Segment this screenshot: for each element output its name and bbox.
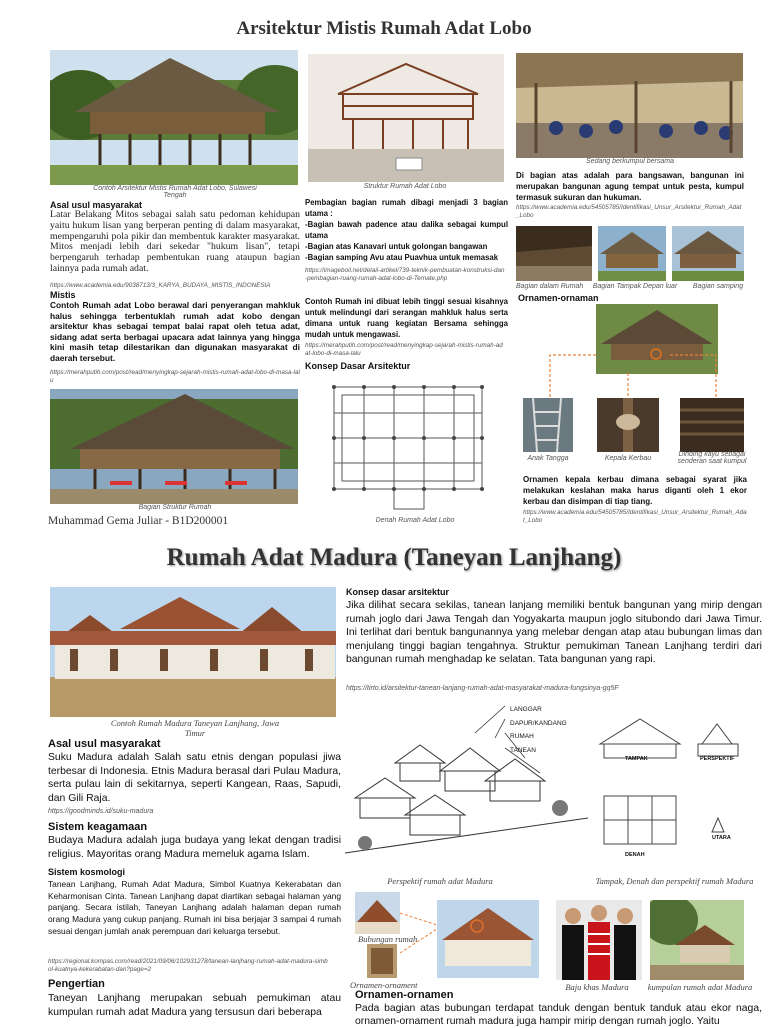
madura-ornamen-photo xyxy=(367,944,397,978)
madura-ornamen-text: Pada bagian atas bubungan terdapat tanduk dengan bentuk tanduk atau ekor naga, ornamen-ornament rumah madura juga hampir mirip dengan rumah joglo. Yaitu xyxy=(355,1003,762,1027)
madura-house-caption: Contoh Rumah Madura Taneyan Lanjhang, Jawa Timur xyxy=(110,718,280,738)
madura-konsep-text: Jika dilihat secara sekilas, tanean lanjang memiliki bentuk bangunan yang mirip dengan rumah joglo dari Jawa Tengah dan Yogyakarta maupun joglo situbondo dari Jawa Timur. Ini terlihat dari bentuk bangunannya yang melebar dengan atap atau bubungan limas dan menjulang tinggi bagian tengahnya. Struktur pemukiman Tanean Lanjhang terdiri dari bangunan rumah menghadap ke selatan. Tata bangunan yang rapi. xyxy=(346,600,762,665)
lobo-house-caption: Contoh Arsitektur Mistis Rumah Adat Lobo, Sulawesi Tengah xyxy=(93,185,257,199)
madura-konsep-heading: Konsep dasar arsitektur xyxy=(346,587,450,597)
madura-denah-label: DENAH xyxy=(625,852,645,858)
lobo-title: Arsitektur Mistis Rumah Adat Lobo xyxy=(236,18,532,39)
lobo-anak-tangga-photo xyxy=(523,398,573,452)
madura-kosmo-url[interactable]: https://regional.kompas.com/read/2021/09/06/102931278/tanean-lanjhang-rumah-adat-madura-simbol-kuatnya-kekerabatan-dan?page=2 xyxy=(48,958,328,973)
madura-perspektif-label: PERSPEKTIF xyxy=(700,756,735,762)
madura-tampak-label: TAMPAK xyxy=(625,756,648,762)
madura-title: Rumah Adat Madura (Taneyan Lanjhang) xyxy=(166,544,622,571)
madura-roof-photo xyxy=(437,900,539,978)
madura-tampak-denah-drawing xyxy=(592,714,757,862)
madura-ornamen-caption: Ornamen-ornament xyxy=(350,980,418,990)
lobo-asal-url[interactable]: https://www.academia.edu/9038713/3_KARYA_BUDAYA_MISTIS_INDONESIA xyxy=(50,282,271,289)
lobo-floorplan-caption: Denah Rumah Adat Lobo xyxy=(375,517,455,524)
lobo-structure-photo xyxy=(50,389,298,504)
lobo-struct-caption: Struktur Rumah Adat Lobo xyxy=(363,183,447,190)
madura-utara-label: UTARA xyxy=(712,835,731,841)
lobo-ornamen-text: Ornamen kepala kerbau dimana sebagai syarat jika melakukan keslahan maka harus diganti oleh 1 ekor kerbau dan disimpan di tiap tiang. xyxy=(523,475,747,506)
lobo-side-photo xyxy=(672,226,744,281)
lobo-ornamen-heading: Ornamen-ornaman xyxy=(518,293,599,303)
lobo-front-photo xyxy=(598,226,666,281)
lobo-contoh-url[interactable]: https://merahputih.com/post/read/menyingkap-sejarah-mistis-rumah-adat-lobo-di-masa-lalu xyxy=(305,342,503,357)
madura-konsep-url[interactable]: https://tirto.id/arsitektur-tanean-lanjang-rumah-adat-masyarakat-madura-fungsinya-gq5F xyxy=(346,685,619,692)
lobo-dinding-photo xyxy=(680,398,744,452)
madura-agama-text: Budaya Madura adalah juga budaya yang lekat dengan tradisi religius. Mayoritas orang Madura memeluk agama Islam. xyxy=(48,835,341,860)
lobo-house-photo xyxy=(50,50,298,185)
label-rumah: RUMAH xyxy=(510,733,534,741)
lobo-inside-caption: Bagian dalam Rumah xyxy=(516,283,584,290)
lobo-structure-caption: Bagian Struktur Rumah xyxy=(138,504,212,511)
lobo-gather-caption: Sedang berkumpul bersama xyxy=(586,158,674,165)
lobo-side-caption: Bagian samping xyxy=(692,283,744,290)
madura-perspective-caption: Perspektif rumah adat Madura xyxy=(387,876,493,886)
lobo-struct-model-photo xyxy=(308,54,504,182)
lobo-kepala-kerbau-caption: Kepala Kerbau xyxy=(604,455,652,462)
lobo-right-url[interactable]: https://www.academia.edu/54505785/Identifikasi_Unsur_Arsitektur_Rumah_Adat_Lobo xyxy=(516,204,742,219)
lobo-front-caption: Bagian Tampak Depan luar xyxy=(592,283,678,290)
madura-pengertian-text: Taneyan Lanjhang merupakan sebuah pemukiman atau kumpulan rumah adat Madura yang tersusun dari beberapa xyxy=(48,993,341,1018)
madura-tampak-caption: Tampak, Denah dan perspektif rumah Madura xyxy=(595,876,754,886)
author-name: Muhammad Gema Juliar - B1D200001 xyxy=(48,515,229,527)
madura-kosmo-text: Tanean Lanjhang, Rumah Adat Madura, Simbol Kuatnya Kekerabatan dan Keharmonisan Cinta. Tanean Lanjhang dapat diartikan sebagai halaman yang panjang. Secara istilah, Taneyan Lanjhang adalah halaman depan rumah orang Madura yang cukup panjang. Rumah ini bisa berjajar 3 sampai 4 rumah sesuai dengan jumlah anak perempuan dari keluarga tersebut. xyxy=(48,879,341,936)
madura-ornamen-connectors xyxy=(397,905,442,955)
madura-asal-text: Suku Madura adalah Salah satu etnis dengan populasi jiwa terbesar di Indonesia. Etnis Madura berasal dari Pulau Madura, serta pulau lain di sekitarnya, seperti Kangean, Raas, Sapudi, dan Gili Raja. xyxy=(48,752,341,804)
madura-sketch-labels xyxy=(510,703,567,758)
lobo-mistis-text: Contoh Rumah adat Lobo berawal dari penyerangan mahkluk halus sehingga terbentuklah rumah adat kobo dengan arsitektur khas sebagai tempat balai rapat oleh tetua adat, sidang adat serta berbagai upacara adat lainnya yang hingga kini masih tetap dilestarikan dan digunakan masyarakat di daerah tersebut. xyxy=(50,300,300,363)
madura-pengertian-heading: Pengertian xyxy=(48,978,105,990)
lobo-mistis-url[interactable]: https://merahputih.com/post/read/menyingkap-sejarah-mistis-rumah-adat-lobo-di-masa-lalu xyxy=(50,369,300,384)
madura-baju-photo xyxy=(556,900,642,980)
madura-asal-heading: Asal usul masyarakat xyxy=(48,738,161,750)
label-tanean: TANEAN xyxy=(510,747,536,755)
lobo-kepala-kerbau-photo xyxy=(597,398,659,452)
lobo-ornamen-connectors xyxy=(540,345,740,405)
lobo-asal-text: Latar Belakang Mitos sebagai salah satu pedoman kehidupan yaitu hukum lisan yang berperan penting di dalam masyarakat, mempengaruhi pola pikir dan membentuk karakter masyarakat. Mitos menjadi lebih dari sekedar "hukum lisan", tetapi berpengaruh terhadap pembentukan ruang ataupun bagian lainnya pada rumah adat. xyxy=(50,209,300,274)
lobo-dinding-caption: Dinding kayu sebagai senderan saat kumpul xyxy=(677,451,747,465)
label-dapur: DAPUR/KANDANG xyxy=(510,719,567,727)
lobo-floorplan xyxy=(322,375,494,515)
lobo-konsep-heading: Konsep Dasar Arsitektur xyxy=(305,361,411,371)
lobo-right-text: Di bagian atas adalah para bangsawan, bangunan ini merupakan bangunan agung tempat untuk pesta, kumpul termasuk sukuran dan hukuman. xyxy=(516,171,744,202)
madura-ornamen-heading: Ornamen-ornamen xyxy=(355,989,454,1001)
lobo-struct-url[interactable]: https://imageboil.net/detail-artikel/739-teknik-pembuatan-konstruksi-dan-pembagian-ruang-rumah-adat-lobo-di-Ternate.php xyxy=(305,267,505,282)
madura-house-photo xyxy=(50,587,336,717)
madura-kumpulan-photo xyxy=(650,900,744,980)
madura-kumpulan-caption: kumpulan rumah adat Madura xyxy=(647,982,753,992)
lobo-inside-photo xyxy=(516,226,592,281)
lobo-struct-text: Pembagian bagian rumah dibagi menjadi 3 bagian utama : -Bagian bawah padence atau dalika sebagai kumpul utama -Bagian atas Kanavari untuk golongan bangawan -Bagian samping Avu atau Puavhua untuk memasak xyxy=(305,198,508,262)
lobo-asal-heading: Asal usul masyarakat xyxy=(50,200,143,210)
lobo-anak-tangga-caption: Anak Tangga xyxy=(527,455,569,462)
madura-bubungan-photo xyxy=(355,892,400,934)
lobo-ornamen-url[interactable]: https://www.academia.edu/54505785/Identifikasi_Unsur_Arsitektur_Rumah_Adat_Lobo xyxy=(523,509,747,524)
madura-bubungan-caption: Bubungan rumah xyxy=(358,934,418,944)
madura-kosmo-heading: Sistem kosmologi xyxy=(48,867,126,877)
lobo-gather-photo xyxy=(516,53,743,158)
madura-baju-caption: Baju khas Madura xyxy=(565,982,629,992)
label-langgar: LANGGAR xyxy=(510,706,542,713)
lobo-mistis-heading: Mistis xyxy=(50,290,76,300)
madura-asal-url[interactable]: https://goodminds.id/suku-madura xyxy=(48,808,154,815)
lobo-contoh-text: Contoh Rumah ini dibuat lebih tinggi sesuai kisahnya untuk melindungi dari serangan mahkluk halus serta dimana untuk ruang kegiatan Bersama sehingga mudah untuk mengawasi. xyxy=(305,297,508,339)
madura-agama-heading: Sistem keagamaan xyxy=(48,821,148,833)
